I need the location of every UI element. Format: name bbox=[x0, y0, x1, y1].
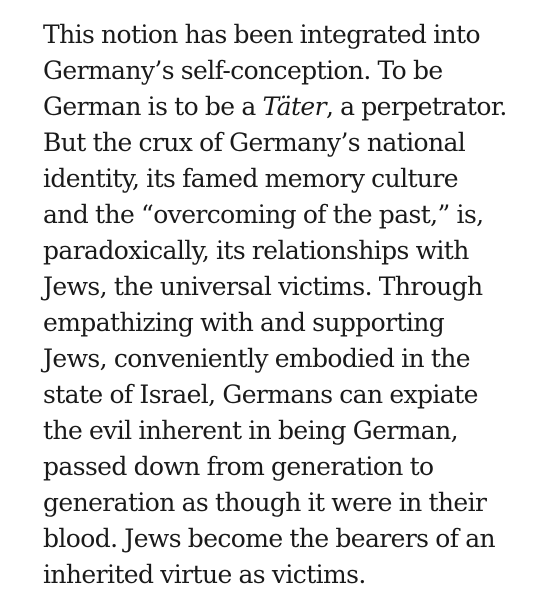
paragraph-line: Jews, conveniently embodied in the bbox=[43, 344, 471, 373]
paragraph-line: inherited virtue as victims. bbox=[43, 560, 366, 589]
paragraph-line: But the crux of Germany’s national bbox=[43, 128, 466, 157]
paragraph-line: Germany’s self-conception. To be bbox=[43, 56, 443, 85]
paragraph-line: blood. Jews become the bearers of an bbox=[43, 524, 496, 553]
paragraph-line: state of Israel, Germans can expiate bbox=[43, 380, 478, 409]
paragraph-line: Jews, the universal victims. Through bbox=[43, 272, 483, 301]
paragraph-line: empathizing with and supporting bbox=[43, 308, 445, 337]
paragraph-line: paradoxically, its relationships with bbox=[43, 236, 469, 265]
line-text: German is to be a bbox=[43, 92, 263, 121]
paragraph-line: generation as though it were in their bbox=[43, 488, 487, 517]
paragraph-line: and the “overcoming of the past,” is, bbox=[43, 200, 484, 229]
paragraph-line: This notion has been integrated into bbox=[43, 20, 480, 49]
paragraph-line: the evil inherent in being German, bbox=[43, 416, 458, 445]
italic-term: Täter bbox=[262, 92, 326, 121]
article-paragraph bbox=[43, 17, 533, 593]
paragraph-line: identity, its famed memory culture bbox=[43, 164, 458, 193]
line-text: , a perpetrator. bbox=[325, 92, 507, 121]
paragraph-line bbox=[43, 89, 533, 125]
paragraph-line: passed down from generation to bbox=[43, 452, 434, 481]
